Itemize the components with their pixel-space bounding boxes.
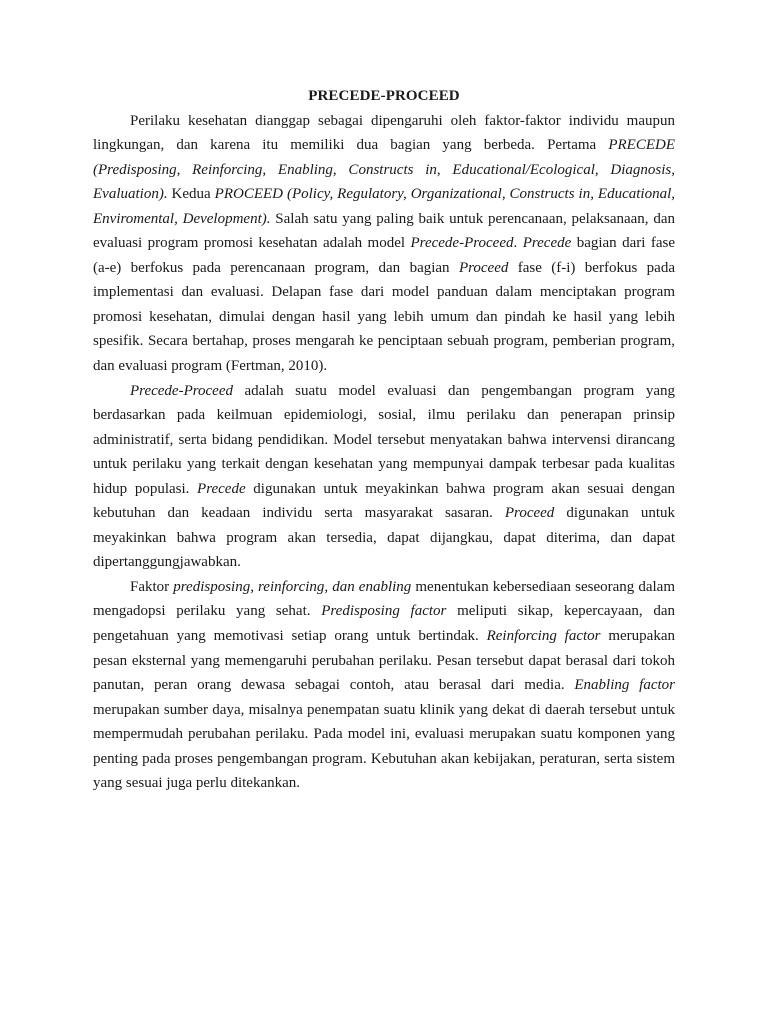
text-run: menentukan kebersediaan seseorang dalam mengadopsi perilaku yang sehat. [93,578,676,620]
text-run: merupakan pesan eksternal yang memengaruhi perubahan perilaku. Pesan tersebut dapat berasal dari tokoh panutan, peran orang dewasa sebagai contoh, atau berasal dari media. [93,627,675,694]
italic-term: Precede-Proceed [410,235,514,252]
italic-term: Precede [522,235,572,252]
text-run: Kedua [167,186,215,203]
italic-term: PROCEED (Policy, Regulatory, Organizational, Constructs in, Educational, Enviromental, Development). [93,186,675,227]
body-paragraph-2 [93,379,675,575]
text-run: . [513,235,523,252]
text-run: Salah satu yang paling baik untuk perencanaan, pelaksanaan, dan evaluasi program promosi kesehatan adalah model [93,210,675,252]
text-run: Perilaku kesehatan dianggap sebagai dipengaruhi oleh faktor-faktor individu maupun lingkungan, dan karena itu memiliki dua bagian yang berbeda. Pertama [93,112,675,154]
body-paragraph-1 [93,109,675,379]
text-run: Faktor [130,578,174,595]
text-run: digunakan untuk meyakinkan bahwa program akan tersedia, dapat dijangkau, dapat diterima, dan dapat dipertanggungjawabkan. [93,505,675,571]
body-paragraph-3 [93,575,675,796]
italic-term: predisposing, reinforcing, dan enabling [173,578,412,595]
text-run: adalah suatu model evaluasi dan pengembangan program yang berdasarkan pada keilmuan epidemiologi, sosial, ilmu perilaku dan penerapan prinsip administratif, serta bidang pendidikan. Model tersebut menyatakan bahwa intervensi dirancang untuk perilaku yang terkait dengan kesehatan yang mempunyai dampak terbesar pada kualitas hidup populasi. [93,382,675,497]
italic-term: Reinforcing factor [486,627,601,644]
italic-term: Precede [197,480,246,497]
italic-term: Predisposing factor [321,603,447,620]
italic-term: Precede-Proceed [130,382,233,399]
italic-term: Proceed [504,505,555,522]
text-run: digunakan untuk meyakinkan bahwa program akan sesuai dengan kebutuhan dan keadaan individu serta masyarakat sasaran. [93,480,675,522]
document-page [93,84,675,796]
italic-term: Proceed [458,259,509,276]
text-run: merupakan sumber daya, misalnya penempatan suatu klinik yang dekat di daerah tersebut untuk mempermudah perubahan perilaku. Pada model ini, evaluasi merupakan suatu komponen yang penting pada proses pengembangan program. Kebutuhan akan kebijakan, peraturan, serta sistem yang sesuai juga perlu ditekankan. [93,701,675,792]
document-title: PRECEDE-PROCEED [308,88,460,104]
text-run: fase (f-i) berfokus pada implementasi dan evaluasi. Delapan fase dari model panduan dalam menciptakan program promosi kesehatan, dimulai dengan hasil yang lebih umum dan pindah ke hasil yang lebih spesifik. Secara bertahap, proses mengarah ke penciptaan sebuah program, pemberian program, dan evaluasi program (Fertman, 2010). [93,259,675,374]
italic-term: Enabling factor [574,677,675,694]
text-run: meliputi sikap, kepercayaan, dan pengetahuan yang memotivasi setiap orang untuk bertindak. [93,603,675,644]
italic-term: PRECEDE (Predisposing, Reinforcing, Enabling, Constructs in, Educational/Ecological, Diagnosis, Evaluation). [93,137,675,203]
text-run: bagian dari fase (a-e) berfokus pada perencanaan program, dan bagian [93,235,676,276]
